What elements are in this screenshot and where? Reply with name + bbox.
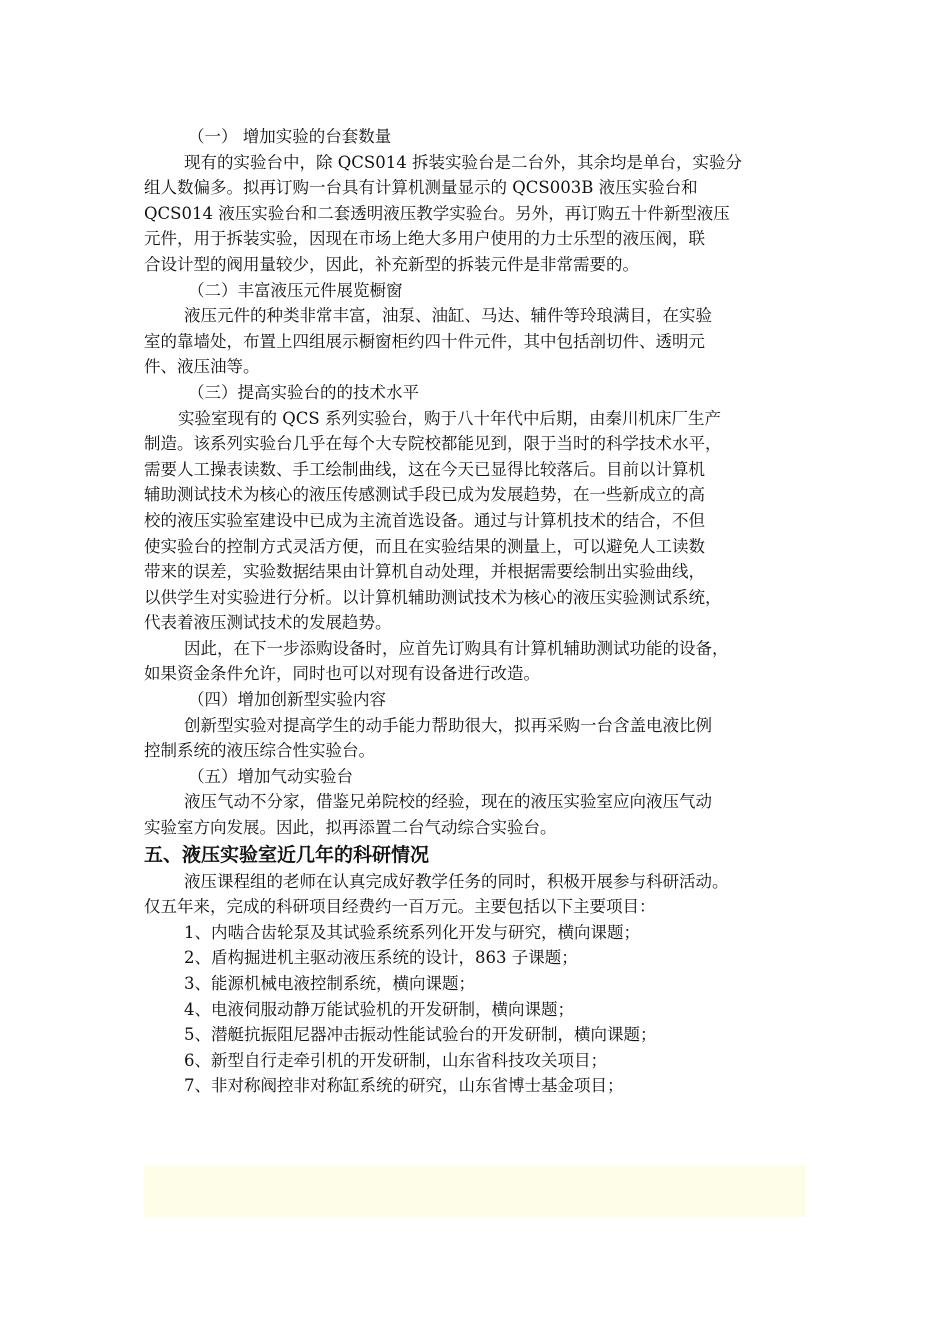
paragraph-line: 实验室现有的 QCS 系列实验台，购于八十年代中后期，由秦川机床厂生产 [178,408,721,428]
list-item: 7、非对称阀控非对称缸系统的研究，山东省博士基金项目； [184,1076,624,1096]
paragraph-line: 液压气动不分家，借鉴兄弟院校的经验，现在的液压实验室应向液压气动 [184,792,712,812]
list-item: 1、内啮合齿轮泵及其试验系统系列化开发与研究，横向课题； [184,922,640,942]
list-item: 3、能源机械电液控制系统，横向课题； [184,974,475,993]
paragraph-line: 制造。该系列实验台几乎在每个大专院校都能见到，限于当时的科学技术水平， [144,434,722,454]
subsection-heading: （四）增加创新型实验内容 [188,690,386,710]
subsection-heading: （五）增加气动实验台 [188,766,353,786]
paragraph-line: 校的液压实验室建设中已成为主流首选设备。通过与计算机技术的结合，不但 [144,510,705,530]
list-item: 4、电液伺服动静万能试验机的开发研制，横向课题； [184,999,574,1019]
paragraph-line: 如果资金条件允许，同时也可以对现有设备进行改造。 [144,664,540,684]
subsection-heading: （二）丰富液压元件展览橱窗 [188,280,403,300]
document-body [144,124,808,1099]
paragraph-line: 仅五年来，完成的科研项目经费约一百万元。主要包括以下主要项目： [144,897,656,917]
paragraph-line: 以供学生对实验进行分析。以计算机辅助测试技术为核心的液压实验测试系统， [144,587,722,607]
paragraph-line: 使实验台的控制方式灵活方便，而且在实验结果的测量上，可以避免人工读数 [144,536,705,556]
paragraph-line: 需要人工操表读数、手工绘制曲线，这在今天已显得比较落后。目前以计算机 [144,459,705,479]
footer-shaded-box [144,1165,806,1217]
project-list [144,920,808,1099]
section-heading: 五、液压实验室近几年的科研情况 [144,843,430,866]
paragraph-line: 代表着液压测试技术的发展趋势。 [144,613,392,633]
paragraph-line: 创新型实验对提高学生的动手能力帮助很大，拟再采购一台含盖电液比例 [184,715,712,735]
paragraph-line: 实验室方向发展。因此，拟再添置二台气动综合实验台。 [144,818,557,838]
list-item: 5、潜艇抗振阻尼器冲击振动性能试验台的开发研制，横向课题； [184,1025,657,1045]
subsection-heading: （一） 增加实验的台套数量 [188,127,392,146]
paragraph-line: 组人数偏多。拟再订购一台具有计算机测量显示的 QCS003B 液压实验台和 [144,178,698,198]
subsection-heading: （三）提高实验台的的技术水平 [188,382,419,402]
paragraph-line: 元件，用于拆装实验，因现在市场上绝大多用户使用的力士乐型的液压阀，联 [144,229,705,249]
paragraph-line: 液压课程组的老师在认真完成好教学任务的同时，积极开展参与科研活动。 [184,871,729,891]
paragraph-line: 合设计型的阀用量较少，因此，补充新型的拆装元件是非常需要的。 [144,254,639,274]
list-item: 6、新型自行走牵引机的开发研制，山东省科技攻关项目； [184,1050,607,1070]
paragraph-line: QCS014 液压实验台和二套透明液压教学实验台。另外，再订购五十件新型液压 [144,203,730,223]
paragraph-line: 控制系统的液压综合性实验台。 [144,741,375,761]
paragraph-line: 带来的误差，实验数据结果由计算机自动处理，并根据需要绘制出实验曲线， [144,562,705,582]
paragraph-line: 辅助测试技术为核心的液压传感测试手段已成为发展趋势，在一些新成立的高 [144,485,705,505]
paragraph-line: 因此，在下一步添购设备时，应首先订购具有计算机辅助测试功能的设备， [184,638,729,658]
paragraph-line: 现有的实验台中，除 QCS014 拆装实验台是二台外，其余均是单台，实验分 [184,152,742,172]
list-item: 2、盾构掘进机主驱动液压系统的设计，863 子课题； [184,948,578,968]
paragraph-line: 室的靠墙处，布置上四组展示橱窗柜约四十件元件，其中包括剖切件、透明元 [144,331,705,351]
paragraph-line: 件、液压油等。 [144,357,260,377]
paragraph-line: 液压元件的种类非常丰富，油泵、油缸、马达、辅件等玲琅满目，在实验 [184,306,712,326]
